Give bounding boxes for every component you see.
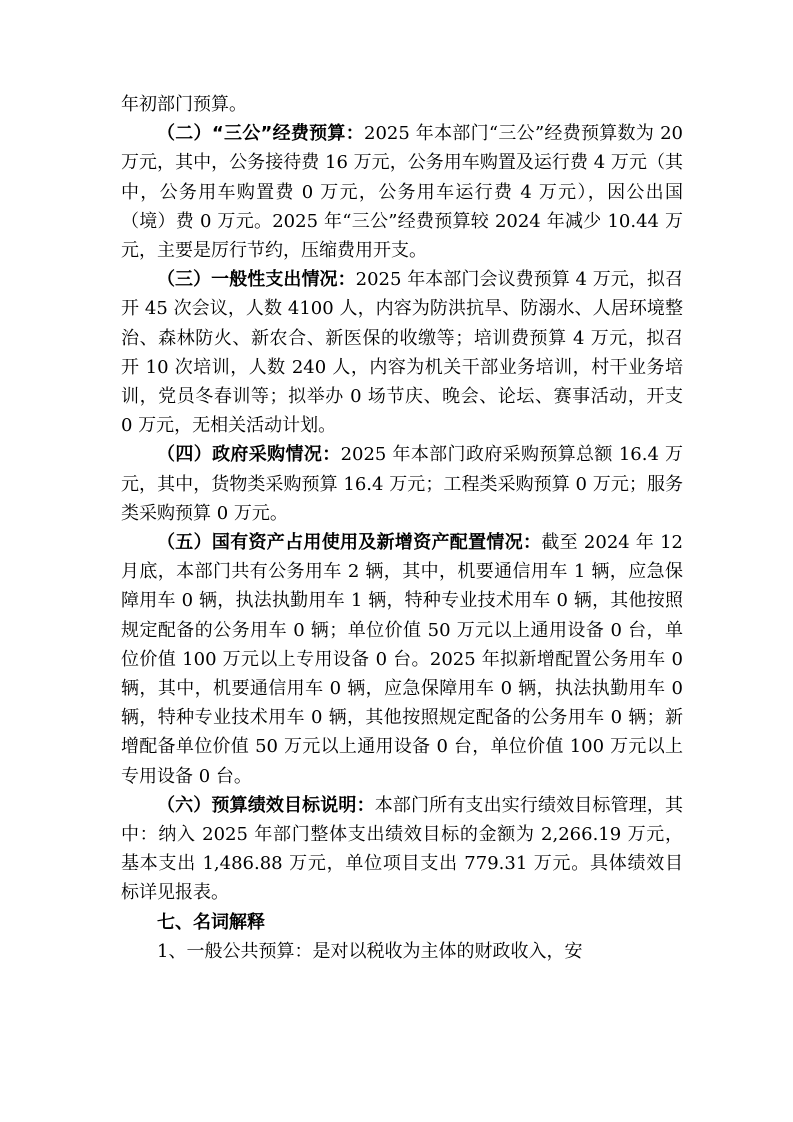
paragraph-continuation [121, 90, 683, 119]
paragraph-government-procurement [121, 440, 683, 528]
paragraph-text: 年初部门预算。 [121, 94, 247, 115]
paragraph-general-expenditure [121, 265, 683, 440]
paragraph-heading: （三）一般性支出情况： [157, 269, 356, 291]
paragraph-heading: （五）国有资产占用使用及新增资产配置情况： [157, 532, 542, 554]
paragraph-heading: （六）预算绩效目标说明： [157, 794, 375, 816]
document-body [121, 90, 683, 966]
section-heading-glossary [121, 908, 683, 937]
paragraph-text: 本部门所有支出实行绩效目标管理，其中：纳入 2025 年部门整体支出绩效目标的金额为 2,266.19 万元，基本支出 1,486.88 万元，单位项目支出 779.31 万元。具体绩效目标详见报表。 [121, 794, 684, 904]
paragraph-performance-targets [121, 791, 683, 908]
paragraph-text: 2025 年本部门“三公”经费预算数为 20 万元，其中，公务接待费 16 万元，公务用车购置及运行费 4 万元（其中，公务用车购置费 0 万元，公务用车运行费 4 万元），因公出国（境）费 0 万元。2025 年“三公”经费预算较 2024 年减少 10.44 万元，主要是厉行节约，压缩费用开支。 [121, 123, 683, 262]
paragraph-state-assets [121, 528, 683, 791]
paragraph-three-public-budget [121, 119, 683, 265]
paragraph-text: 截至 2024 年 12 月底，本部门共有公务用车 2 辆，其中，机要通信用车 1 辆，应急保障用车 0 辆，执法执勤用车 1 辆，特种专业技术用车 0 辆，其他按照规定配备的公务用车 0 辆；单位价值 50 万元以上通用设备 0 台，单位价值 100 万元以上专用设备 0 台。2025 年拟新增配置公务用车 0 辆，其中，机要通信用车 0 辆，应急保障用车 0 辆，执法执勤用车 0 辆，特种专业技术用车 0 辆，其他按照规定配备的公务用车 0 辆；新增配备单位价值 50 万元以上通用设备 0 台，单位价值 100 万元以上专用设备 0 台。 [121, 532, 683, 787]
section-heading: 七、名词解释 [157, 911, 265, 933]
paragraph-heading: （二）“三公”经费预算： [157, 123, 364, 145]
paragraph-text: 2025 年本部门会议费预算 4 万元，拟召开 45 次会议，人数 4100 人，内容为防洪抗旱、防溺水、人居环境整治、森林防火、新农合、新医保的收缴等；培训费预算 4 万元，拟召开 10 次培训，人数 240 人，内容为机关干部业务培训，村干业务培训，党员冬春训等；拟举办 0 场节庆、晚会、论坛、赛事活动，开支 0 万元，无相关活动计划。 [121, 269, 683, 437]
paragraph-glossary-item [121, 937, 683, 966]
paragraph-heading: （四）政府采购情况： [157, 444, 341, 466]
paragraph-text: 2025 年本部门政府采购预算总额 16.4 万元，其中，货物类采购预算 16.4 万元；工程类采购预算 0 万元；服务类采购预算 0 万元。 [121, 444, 683, 524]
paragraph-text: 1、一般公共预算：是对以税收为主体的财政收入，安 [157, 940, 583, 962]
